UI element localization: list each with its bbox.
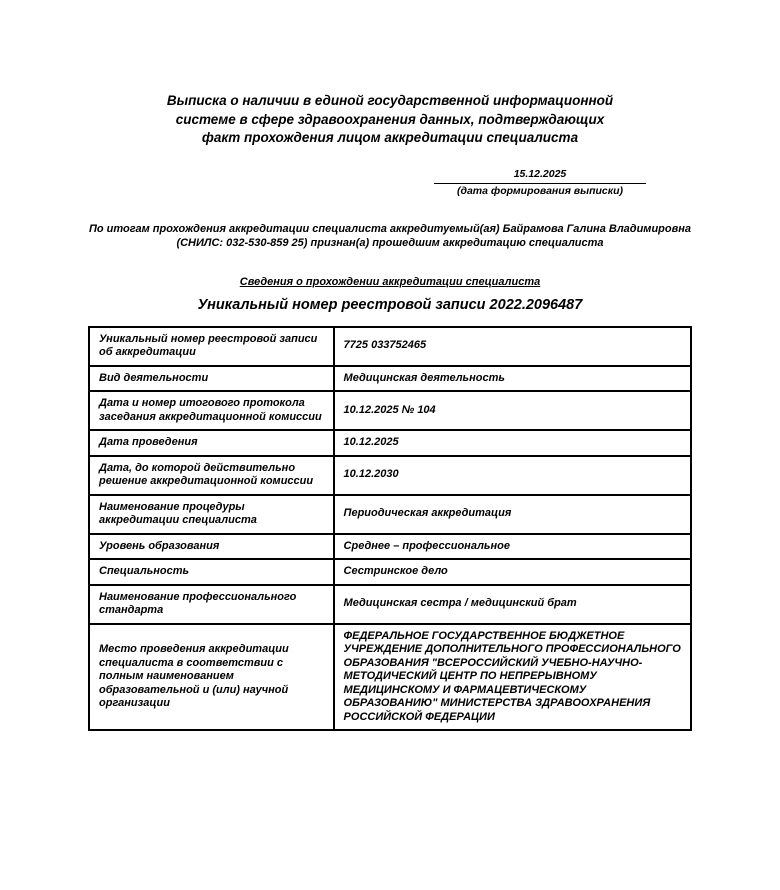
table-row — [89, 327, 691, 366]
row-label: Наименование профессионального стандарта — [89, 585, 334, 624]
section-heading: Сведения о прохождении аккредитации специалиста — [239, 275, 541, 288]
formation-date-caption: (дата формирования выписки) — [456, 184, 624, 197]
table-row — [89, 559, 691, 585]
row-value: 10.12.2025 — [334, 430, 691, 456]
row-label: Специальность — [89, 559, 334, 585]
row-label: Место проведения аккредитации специалиста в соответствии с полным наименованием образовательной и (или) научной организации — [89, 624, 334, 731]
accreditation-details-table — [88, 326, 692, 732]
row-value: 10.12.2030 — [334, 456, 691, 495]
row-value: Медицинская сестра / медицинский брат — [334, 585, 691, 624]
accreditation-table-body — [89, 327, 691, 731]
row-value: 7725 033752465 — [334, 327, 691, 366]
row-label: Вид деятельности — [89, 366, 334, 392]
table-row — [89, 391, 691, 430]
table-row — [89, 585, 691, 624]
row-value: Среднее – профессиональное — [334, 534, 691, 560]
row-label: Дата проведения — [89, 430, 334, 456]
row-value: Медицинская деятельность — [334, 366, 691, 392]
row-label: Дата и номер итогового протокола заседания аккредитационной комиссии — [89, 391, 334, 430]
document-title: Выписка о наличии в единой государственной информационной системе в сфере здравоохранения данных, подтверждающих факт прохождения лицом аккредитации специалиста — [166, 93, 614, 145]
table-row — [89, 495, 691, 534]
row-value: ФЕДЕРАЛЬНОЕ ГОСУДАРСТВЕННОЕ БЮДЖЕТНОЕ УЧРЕЖДЕНИЕ ДОПОЛНИТЕЛЬНОГО ПРОФЕССИОНАЛЬНОГО ОБРАЗОВАНИЯ "ВСЕРОССИЙСКИЙ УЧЕБНО-НАУЧНО-МЕТОДИЧЕСКИЙ ЦЕНТР ПО НЕПРЕРЫВНОМУ МЕДИЦИНСКОМУ И ФАРМАЦЕВТИЧЕСКОМУ ОБРАЗОВАНИЮ" МИНИСТЕРСТВА ЗДРАВООХРАНЕНИЯ РОССИЙСКОЙ ФЕДЕРАЦИИ — [334, 624, 691, 731]
table-row — [89, 430, 691, 456]
table-row — [89, 366, 691, 392]
row-value: 10.12.2025 № 104 — [334, 391, 691, 430]
row-value: Периодическая аккредитация — [334, 495, 691, 534]
registry-record-heading: Уникальный номер реестровой записи 2022.2096487 — [197, 296, 583, 313]
row-label: Уровень образования — [89, 534, 334, 560]
table-row — [89, 534, 691, 560]
formation-date-block — [434, 168, 646, 198]
table-row — [89, 624, 691, 731]
row-value: Сестринское дело — [334, 559, 691, 585]
accreditation-intro-paragraph: По итогам прохождения аккредитации специалиста аккредитуемый(ая) Байрамова Галина Владимировна (СНИЛС: 032-530-859 25) признан(а) прошедшим аккредитацию специалиста — [88, 222, 692, 249]
row-label: Дата, до которой действительно решение аккредитационной комиссии — [89, 456, 334, 495]
table-row — [89, 456, 691, 495]
row-label: Уникальный номер реестровой записи об аккредитации — [89, 327, 334, 366]
formation-date-value: 15.12.2025 — [434, 168, 646, 184]
row-label: Наименование процедуры аккредитации специалиста — [89, 495, 334, 534]
